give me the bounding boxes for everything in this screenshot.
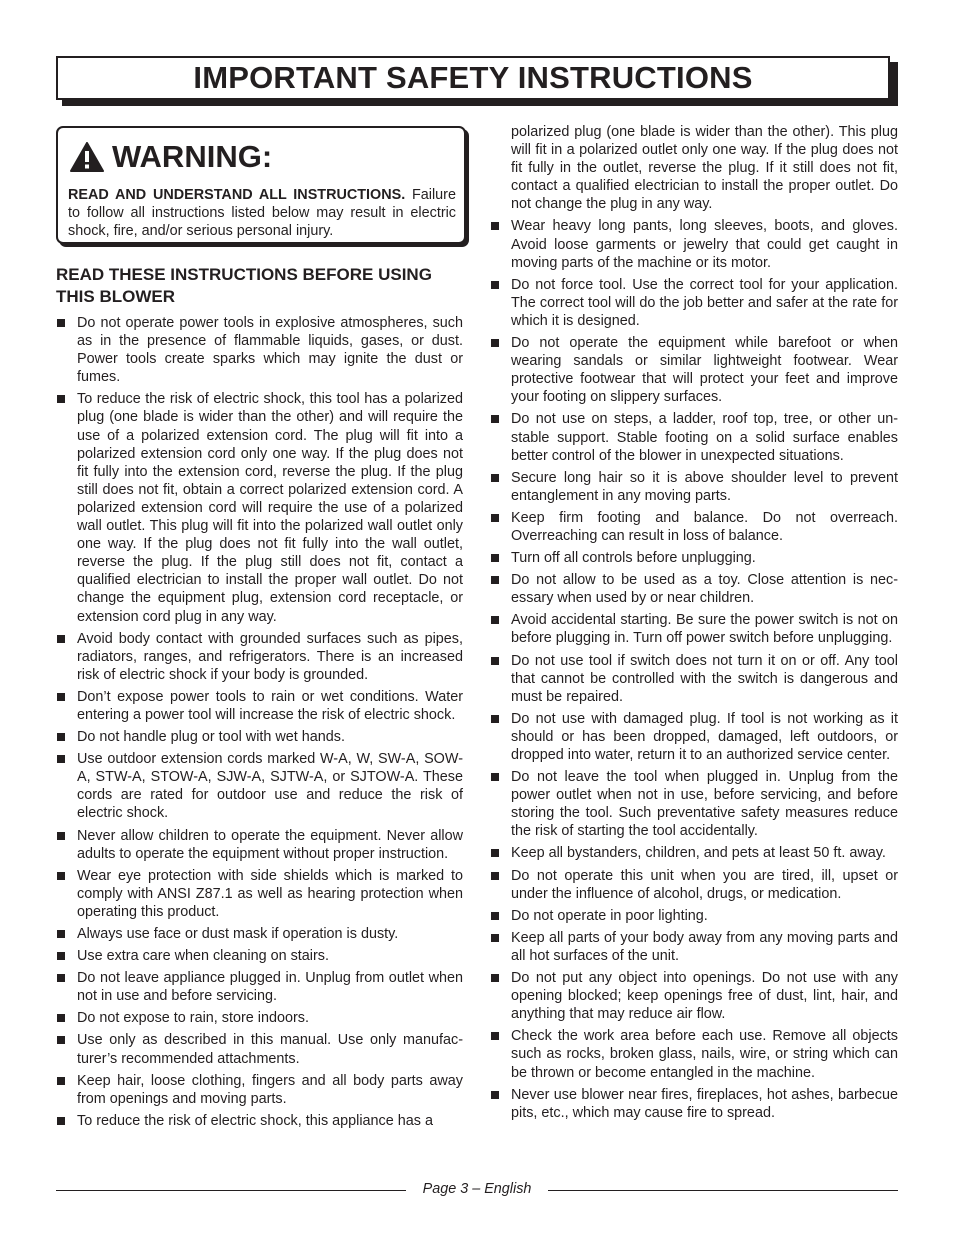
list-item: Do not use with damaged plug. If tool is not working as it should or has been dropped, damaged, left outdoors, or dropped into water, return it to an authorized service center. (490, 710, 898, 764)
list-item: Wear heavy long pants, long sleeves, boots, and gloves. Avoid loose garments or jewelry that could get caught in moving parts of the machine or its motor. (490, 217, 898, 271)
list-item: Do not use tool if switch does not turn it on or off. Any tool that cannot be controlled with the switch is dangerous and must be repaired. (490, 652, 898, 706)
continued-item-text: polarized plug (one blade is wider than the other). This plug will fit in a polarized outlet only one way. If the plug does not fit fully in the outlet, reverse the plug. If it still does not fit, contact a qualified electrician to install the proper outlet. Do not change the plug in any way. (511, 124, 898, 213)
list-item: Use outdoor extension cords marked W-A, W, SW-A, SOW-A, STW-A, STOW-A, SJW-A, SJTW-A, or SJTOW-A. These cords are rated for outdoor use and reduce the risk of electric shock. (56, 750, 463, 822)
list-item: Check the work area before each use. Remove all objects such as rocks, broken glass, nails, wire, or string which can be thrown or become entangled in the machine. (490, 1027, 898, 1081)
list-item: Do not expose to rain, store indoors. (56, 1009, 463, 1027)
warning-box (56, 126, 466, 244)
list-item: Avoid body contact with grounded surfaces such as pipes, radiators, ranges, and refrigerators. There is an increased risk of electric shock if your body is grounded. (56, 630, 463, 684)
list-item: Keep all bystanders, children, and pets at least 50 ft. away. (490, 844, 898, 862)
footer-rule-right (548, 1190, 898, 1191)
list-item: Do not put any object into openings. Do not use with any opening blocked; keep openings free of dust, lint, hair, and anything that may reduce air flow. (490, 969, 898, 1023)
list-item: Use only as described in this manual. Use only manufacturer’s recommended attachments. (56, 1031, 463, 1067)
list-item: Use extra care when cleaning on stairs. (56, 947, 463, 965)
warning-triangle-icon (70, 142, 104, 172)
list-item: Never allow children to operate the equipment. Never allow adults to operate the equipment without proper instruction. (56, 827, 463, 863)
list-item: Do not operate the equipment while barefoot or when wearing sandals or similar lightweight footwear. Wear protective footwear that will protect your feet and improve your footing on slippery surfaces. (490, 334, 898, 406)
left-column (56, 264, 463, 1134)
list-item: Do not use on steps, a ladder, roof top, tree, or other unstable support. Stable footing on a solid surface enables better control of the blower in unexpected situations. (490, 410, 898, 464)
warning-heading (70, 138, 272, 176)
list-item: Do not leave appliance plugged in. Unplug from outlet when not in use and before servicing. (56, 969, 463, 1005)
list-item: Do not leave the tool when plugged in. Unplug from the power outlet when not in use, before servicing, and before storing the tool. Such preventative safety measures reduce the risk of starting the tool accidentally. (490, 768, 898, 840)
list-item: Secure long hair so it is above shoulder level to prevent entanglement in any moving parts. (490, 469, 898, 505)
right-instruction-list (490, 217, 898, 1121)
warning-heading-text: WARNING: (112, 139, 273, 174)
list-item: Do not allow to be used as a toy. Close attention is necessary when used by or near children. (490, 571, 898, 607)
right-column (490, 123, 898, 1126)
list-item: Keep hair, loose clothing, fingers and all body parts away from openings and moving parts. (56, 1072, 463, 1108)
list-item: To reduce the risk of electric shock, this tool has a polarized plug (one blade is wider than the other) and will require the use of a polarized extension cord. The plug will fit into a polarized extension cord only one way. If the plug does not fit fully into the extension cord, reverse the plug. If the plug still does not fit, obtain a correct polarized extension cord. A polarized extension cord will require the use of a polarized wall outlet. This plug will fit into the polarized wall outlet only one way. If the plug does not fit fully into the wall outlet, reverse the plug. If the plug still does not fit, contact a qualified electrician to install the proper wall outlet. Do not change the equipment plug, extension cord receptacle, or extension cord plug in any way. (56, 390, 463, 625)
list-item: Keep all parts of your body away from any moving parts and all hot surfaces of the unit. (490, 929, 898, 965)
list-item: To reduce the risk of electric shock, this appliance has a (56, 1112, 463, 1130)
footer-rule-left (56, 1190, 406, 1191)
left-instruction-list (56, 314, 463, 1130)
list-item: Do not operate in poor lighting. (490, 907, 898, 925)
warning-text (68, 186, 456, 241)
list-item: Always use face or dust mask if operation is dusty. (56, 925, 463, 943)
list-item: Never use blower near fires, fireplaces, hot ashes, barbecue pits, etc., which may cause fire to spread. (490, 1086, 898, 1122)
list-item: Keep firm footing and balance. Do not overreach. Overreaching can result in loss of balance. (490, 509, 898, 545)
list-item: Turn off all controls before unplugging. (490, 549, 898, 567)
list-item: Wear eye protection with side shields which is marked to comply with ANSI Z87.1 as well as hearing protection when operating this product. (56, 867, 463, 921)
header-box (56, 56, 890, 100)
page-number: Page 3 – English (422, 1181, 532, 1197)
page-header (56, 56, 898, 106)
list-item: Don’t expose power tools to rain or wet conditions. Water entering a power tool will increase the risk of electric shock. (56, 688, 463, 724)
list-item: Do not force tool. Use the correct tool for your application. The correct tool will do the job better and safer at the rate for which it is designed. (490, 276, 898, 330)
list-item: Do not operate power tools in explosive atmospheres, such as in the presence of flammable liquids, gases, or dust. Power tools create sparks which may ignite the dust or fumes. (56, 314, 463, 386)
section-heading: READ THESE INSTRUCTIONS BEFORE USING THIS BLOWER (56, 265, 432, 306)
warning-body: Failure to follow all instructions listed below may result in electric shock, fire, and/or serious personal injury. (68, 187, 456, 240)
list-item: Avoid accidental starting. Be sure the power switch is not on before plugging in. Turn off power switch before unplugging. (490, 611, 898, 647)
list-item: Do not handle plug or tool with wet hands. (56, 728, 463, 746)
warning-lead: READ AND UNDERSTAND ALL INSTRUCTIONS. (68, 187, 406, 203)
page-title: IMPORTANT SAFETY INSTRUCTIONS (193, 60, 753, 95)
list-item: Do not operate this unit when you are tired, ill, upset or under the influence of alcohol, drugs, or medication. (490, 867, 898, 903)
